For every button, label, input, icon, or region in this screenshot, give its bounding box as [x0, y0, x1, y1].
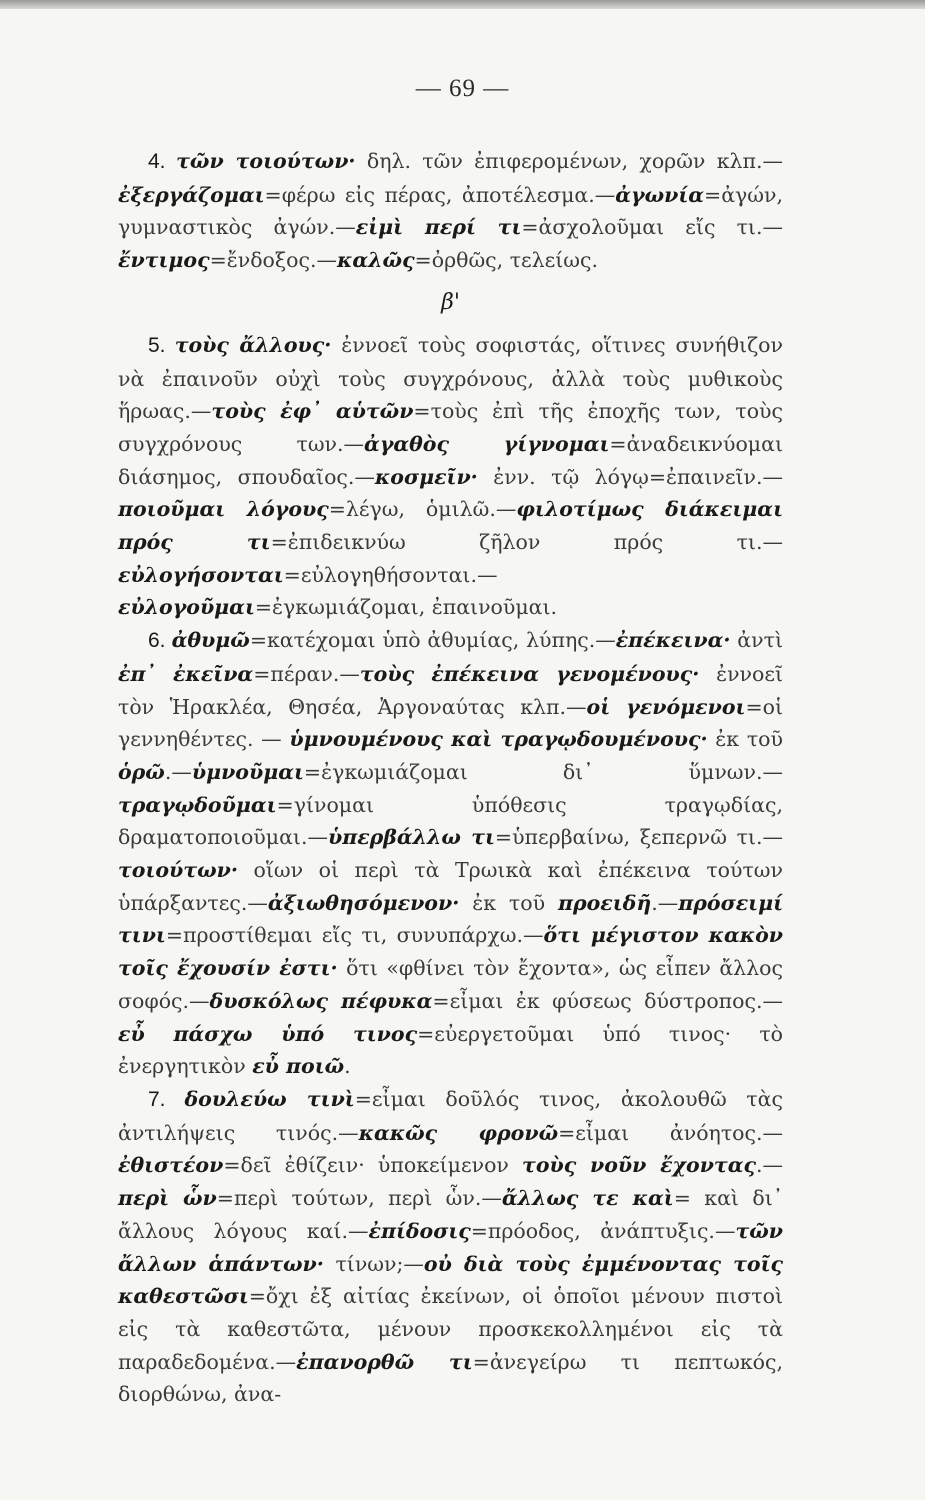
lemma-term: ἔντιμος	[118, 248, 210, 273]
paragraph-6	[118, 624, 783, 1083]
gloss-text: =ἐπιδεικνύω ζῆλον πρός τι.—	[270, 530, 783, 555]
paragraph-number: 5.	[148, 333, 175, 357]
gloss-text: = καὶ δι᾽ ἄλλους λόγους καί.—	[118, 1186, 783, 1243]
page-body	[118, 145, 783, 1411]
gloss-text: =ὀρθῶς, τελείως.	[414, 248, 599, 273]
lemma-term: ἐπίδοσις	[368, 1218, 471, 1243]
gloss-text: ἐννοεῖ τοὺς σοφιστάς, οἵτινες συνήθιζον νὰ ἐπαινοῦν οὐχὶ τοὺς συγχρόνους, ἀλλὰ τοὺς μυθικοὺς ἥρωας.—	[118, 332, 783, 424]
gloss-text: ἀντὶ	[730, 628, 783, 653]
lemma-term: ἀθυμῶ	[171, 628, 250, 653]
paragraph-5	[118, 329, 783, 624]
lemma-term: ἐξεργάζομαι	[118, 182, 265, 207]
lemma-term: ἐπέκεινα·	[615, 628, 731, 653]
lemma-term: ἀγωνία	[615, 182, 705, 207]
gloss-text: =ἀναδεικνύομαι διάσημος, σπουδαῖος.—	[118, 431, 783, 489]
lemma-term: ἐπανορθῶ τι	[296, 1349, 473, 1374]
gloss-text: =εἶμαι δοῦλός τινος, ἀκολουθῶ τὰς ἀντιλήψεις τινός.—	[118, 1086, 783, 1145]
page-top-edge	[0, 0, 925, 9]
gloss-text: =κατέχομαι ὑπὸ ἀθυμίας, λύπης.—	[249, 628, 616, 653]
paragraph-7	[118, 1083, 783, 1411]
lemma-term: ποιοῦμαι λόγους	[118, 497, 329, 522]
gloss-text: δηλ. τῶν ἐπιφερομένων, χορῶν κλπ.—	[355, 149, 783, 173]
gloss-text: .	[344, 1054, 351, 1079]
gloss-text: ἐκ τοῦ	[707, 727, 783, 752]
gloss-text: =πέραν.—	[253, 661, 360, 686]
lemma-term: ὑπερβάλλω τι	[327, 825, 495, 850]
gloss-text: =ἔνδοξος.—	[209, 248, 338, 273]
lemma-term: ἐπ᾽ ἐκεῖνα	[118, 661, 254, 686]
lemma-term: τῶν ἄλλων ἁπάντων·	[118, 1218, 783, 1276]
lemma-term: περὶ ὧν	[118, 1186, 217, 1211]
lemma-term: ἄλλως τε καὶ	[501, 1186, 674, 1211]
section-mark: β'	[441, 289, 460, 315]
lemma-term: ὑμνουμένους καὶ τραγῳδουμένους·	[289, 727, 708, 752]
lemma-term: ἀξιωθησόμενον·	[267, 890, 460, 915]
gloss-text: τίνων;—	[323, 1251, 424, 1276]
gloss-text: =ἀγών, γυμναστικὸς ἀγών.—	[118, 182, 783, 240]
gloss-text: =ὄχι ἐξ αἰτίας ἐκείνων, οἱ ὁποῖοι μένουν πιστοὶ εἰς τὰ καθεστῶτα, μένουν προσκεκολλημένοι εἰς τὰ παραδεδομένα.—	[118, 1284, 783, 1374]
lemma-term: τοὺς νοῦν ἔχοντας	[522, 1153, 756, 1178]
paragraph-number: 4.	[148, 150, 177, 173]
lemma-term: εἰμὶ περί τι	[355, 215, 522, 240]
gloss-text: =εὐεργετοῦμαι ὑπό τινος· τὸ ἐνεργητικὸν	[118, 1021, 783, 1079]
lemma-term: δυσκόλως πέφυκα	[209, 988, 433, 1013]
lemma-term: προειδῆ	[557, 890, 652, 915]
gloss-text: ἐκ τοῦ	[459, 890, 558, 915]
lemma-term: εὖ πάσχω ὑπό τινος	[118, 1021, 418, 1046]
gloss-text: =ἀσχολοῦμαι εἴς τι.—	[521, 215, 783, 240]
lemma-term: τοὺς ἐπέκεινα γενομένους·	[359, 661, 700, 686]
lemma-term: πρόσειμί τινι	[118, 890, 783, 948]
lemma-term: οὐ διὰ τοὺς ἐμμένοντας τοῖς καθεστῶσι	[118, 1251, 783, 1309]
gloss-text: =γίνομαι ὑπόθεσις τραγῳδίας, δραματοποιοῦμαι.—	[118, 792, 783, 850]
lemma-term: ἀγαθὸς γίγνομαι	[364, 431, 610, 456]
lemma-term: καλῶς	[337, 248, 415, 273]
lemma-term: ὅτι μέγιστον κακὸν τοῖς ἔχουσίν ἐστι·	[118, 923, 783, 981]
gloss-text: =λέγω, ὁμιλῶ.—	[328, 497, 517, 522]
gloss-text: =ὑπερβαίνω, ξεπερνῶ τι.—	[494, 825, 783, 850]
gloss-text: =πρόοδος, ἀνάπτυξις.—	[470, 1218, 736, 1243]
page-number: — 69 —	[415, 75, 510, 102]
lemma-term: εὖ ποιῶ	[252, 1054, 345, 1079]
lemma-term: κοσμεῖν·	[374, 464, 478, 489]
lemma-term: οἱ γενόμενοι	[586, 694, 746, 719]
gloss-text: =εἶμαι ἀνόητος.—	[558, 1120, 783, 1145]
lemma-term: εὐλογήσονται	[118, 562, 284, 587]
lemma-term: ἐθιστέον	[118, 1153, 224, 1178]
gloss-text: .—	[164, 759, 192, 784]
gloss-text: =εὐλογηθήσονται.—	[283, 562, 498, 587]
lemma-term: τοιούτων·	[118, 858, 238, 883]
gloss-text: .—	[755, 1153, 784, 1178]
gloss-text: =προστίθεμαι εἴς τι, συνυπάρχω.—	[165, 923, 544, 948]
lemma-term: τοὺς ἐφ᾽ αὑτῶν	[211, 399, 414, 424]
lemma-term: τραγῳδοῦμαι	[118, 792, 277, 817]
gloss-text: =εἶμαι ἐκ φύσεως δύστροπος.—	[432, 988, 783, 1013]
gloss-text: =ἀνεγείρω τι πεπτωκός, διορθώνω, ἀνα-	[118, 1349, 783, 1407]
lemma-term: φιλοτίμως διάκειμαι πρός τι	[118, 497, 783, 555]
lemma-term: ὁρῶ	[118, 759, 165, 784]
paragraph-number: 7.	[148, 1087, 185, 1111]
gloss-text: ὅτι «φθίνει τὸν ἔχοντα», ὡς εἶπεν ἄλλος σοφός.—	[118, 956, 783, 1013]
lemma-term: κακῶς φρονῶ	[358, 1120, 559, 1145]
gloss-text: .—	[651, 890, 679, 915]
paragraph-4	[118, 145, 783, 277]
lemma-term: τοὺς ἄλλους·	[174, 332, 332, 357]
gloss-text: =φέρω εἰς πέρας, ἀποτέλεσμα.—	[264, 182, 616, 207]
lemma-term: δουλεύω τινὶ	[184, 1086, 355, 1111]
gloss-text: =τοὺς ἐπὶ τῆς ἐποχῆς των, τοὺς συγχρόνους των.—	[118, 399, 783, 456]
gloss-text: ἐνν. τῷ λόγῳ=ἐπαινεῖν.—	[477, 464, 784, 489]
gloss-text: =οἱ γεννηθέντες. —	[118, 694, 783, 752]
gloss-text: =περὶ τούτων, περὶ ὧν.—	[216, 1186, 502, 1211]
gloss-text: =ἐγκωμιάζομαι δι᾽ ὕμνων.—	[303, 759, 783, 784]
lemma-term: τῶν τοιούτων·	[176, 149, 356, 173]
gloss-text: =ἐγκωμιάζομαι, ἐπαινοῦμαι.	[254, 595, 558, 620]
lemma-term: εὐλογοῦμαι	[118, 595, 255, 620]
lemma-term: ὑμνοῦμαι	[191, 759, 304, 784]
paragraph-number: 6.	[148, 629, 172, 653]
gloss-text: ἐννοεῖ τὸν Ἡρακλέα, Θησέα, Ἀργοναύτας κλπ.—	[118, 661, 783, 719]
gloss-text: =δεῖ ἐθίζειν· ὑποκείμενον	[223, 1153, 523, 1178]
gloss-text: οἵων οἱ περὶ τὰ Τρωικὰ καὶ ἐπέκεινα τούτων ὑπάρξαντες.—	[118, 858, 783, 915]
